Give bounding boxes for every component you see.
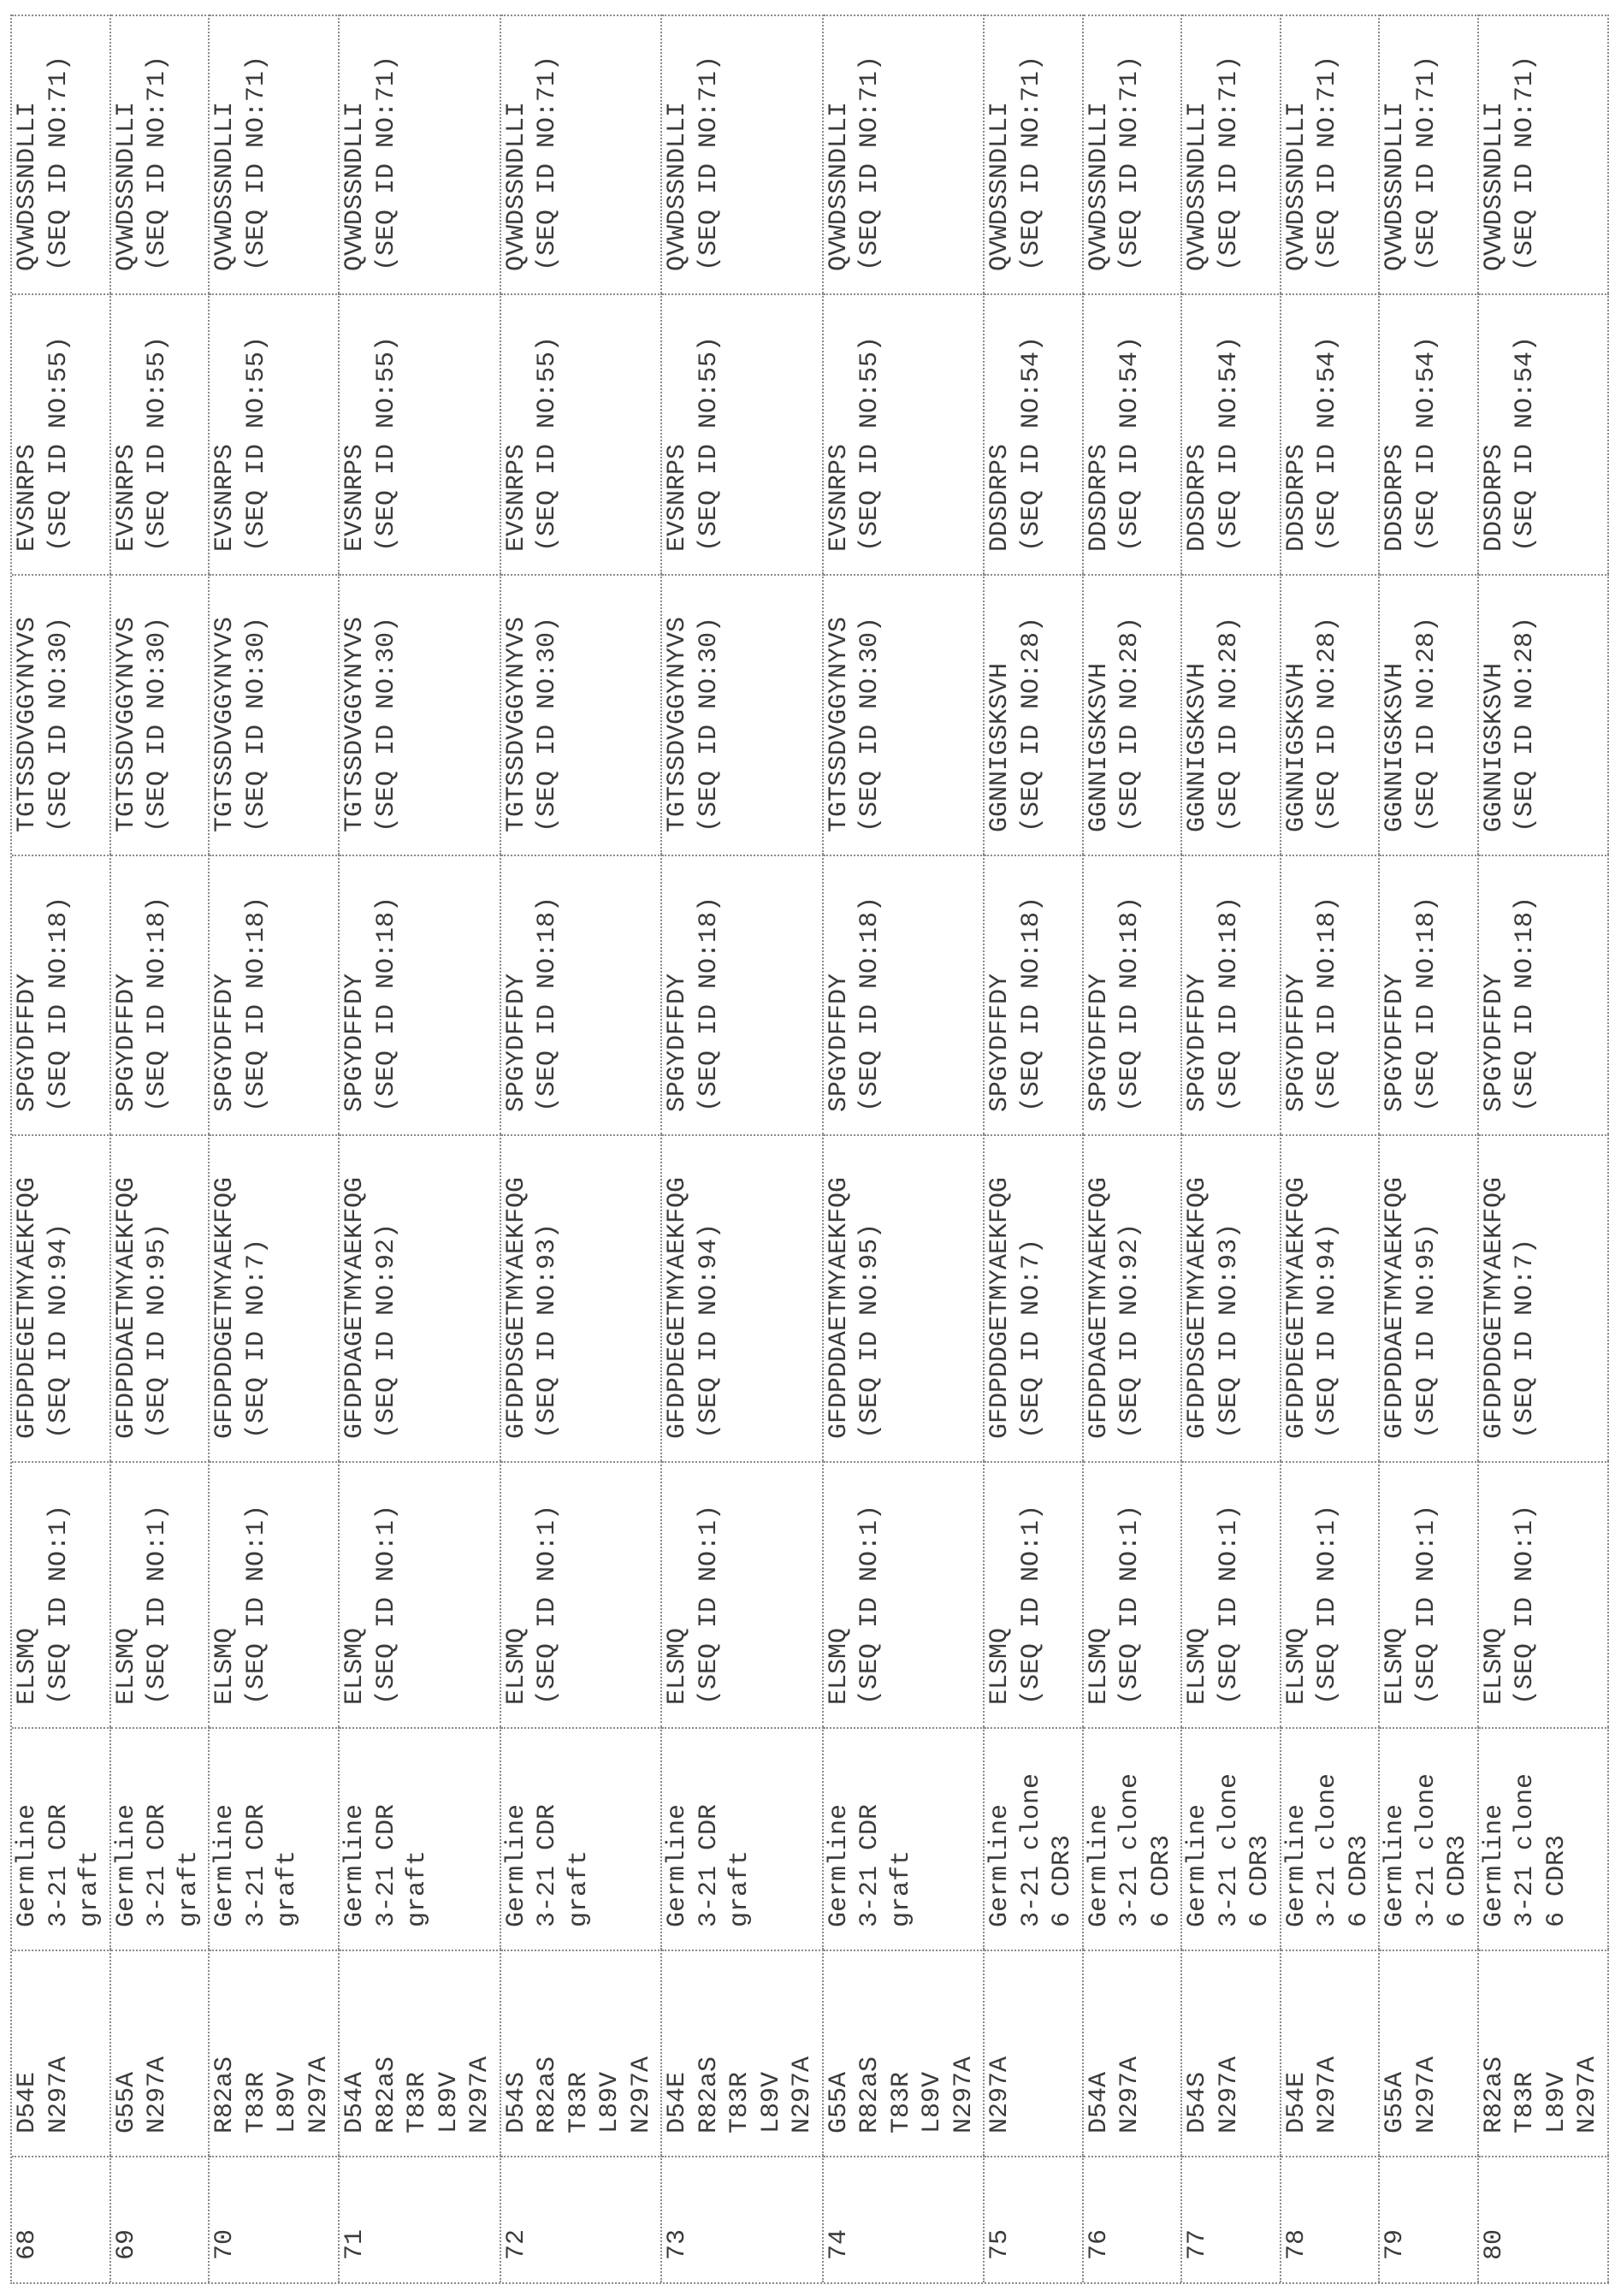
seq-id-text: (SEQ ID NO:54) bbox=[1411, 300, 1443, 552]
sequence-text: ELSMQ bbox=[1479, 1468, 1511, 1705]
seq-id-text: (SEQ ID NO:71) bbox=[142, 21, 174, 271]
seq-id-text: (SEQ ID NO:1) bbox=[142, 1468, 174, 1705]
lcdr1-cell bbox=[1281, 574, 1381, 855]
sequence-text: SPGYDFFDY bbox=[1281, 861, 1313, 1112]
mutations-cell: R82aS T83R L89V N297A bbox=[1479, 1950, 1609, 2156]
sequence-text: GFDPDDAETMYAEKFQG bbox=[1380, 1141, 1411, 1439]
seq-id-text: (SEQ ID NO:71) bbox=[1016, 21, 1048, 271]
fr-cell bbox=[1281, 1461, 1381, 1727]
sequence-text: QVWDSSNDLLI bbox=[1281, 21, 1313, 271]
fr-cell bbox=[501, 1461, 663, 1727]
seq-id-text: (SEQ ID NO:71) bbox=[1411, 21, 1443, 271]
sequence-text: SPGYDFFDY bbox=[340, 861, 371, 1112]
sequence-text: GFDPDAGETMYAEKFQG bbox=[1084, 1141, 1115, 1439]
seq-id-text: (SEQ ID NO:30) bbox=[44, 581, 75, 832]
rotated-page bbox=[0, 0, 1582, 2296]
hcdr3-cell bbox=[12, 855, 111, 1134]
sequence-text: SPGYDFFDY bbox=[985, 861, 1016, 1112]
lcdr3-cell bbox=[501, 15, 663, 293]
seq-id-text: (SEQ ID NO:7) bbox=[1016, 1141, 1048, 1439]
description-cell: Germline 3-21 clone 6 CDR3 bbox=[985, 1727, 1084, 1950]
seq-id-text: (SEQ ID NO:93) bbox=[532, 1141, 564, 1439]
hcdr3-cell bbox=[1380, 855, 1479, 1134]
lcdr3-cell bbox=[111, 15, 210, 293]
table-row bbox=[1281, 15, 1381, 2282]
seq-id-text: (SEQ ID NO:1) bbox=[1115, 1468, 1146, 1705]
seq-id-text: (SEQ ID NO:1) bbox=[1214, 1468, 1245, 1705]
fr-cell bbox=[1380, 1461, 1479, 1727]
seq-id-text: (SEQ ID NO:54) bbox=[1115, 300, 1146, 552]
sequence-text: GFDPDEGETMYAEKFQG bbox=[12, 1141, 44, 1439]
row-number-cell: 79 bbox=[1380, 2156, 1479, 2282]
hcdr2-cell bbox=[824, 1134, 985, 1461]
seq-id-text: (SEQ ID NO:1) bbox=[532, 1468, 564, 1705]
seq-id-text: (SEQ ID NO:55) bbox=[142, 300, 174, 552]
sequence-text: DDSDRPS bbox=[1380, 300, 1411, 552]
sequence-text: ELSMQ bbox=[210, 1468, 241, 1705]
sequence-text: TGTSSDVGGYNYVS bbox=[111, 581, 143, 832]
seq-id-text: (SEQ ID NO:18) bbox=[1510, 861, 1541, 1112]
fr-cell bbox=[1479, 1461, 1609, 1727]
seq-id-text: (SEQ ID NO:54) bbox=[1510, 300, 1541, 552]
seq-id-text: (SEQ ID NO:28) bbox=[1411, 581, 1443, 832]
sequence-text: EVSNRPS bbox=[340, 300, 371, 552]
row-number-cell: 77 bbox=[1182, 2156, 1281, 2282]
row-number-cell: 75 bbox=[985, 2156, 1084, 2282]
sequence-text: GGNNIGSKSVH bbox=[1182, 581, 1214, 832]
table-row bbox=[985, 15, 1084, 2282]
row-number-cell: 69 bbox=[111, 2156, 210, 2282]
hcdr2-cell bbox=[1182, 1134, 1281, 1461]
sequence-text: GFDPDSGETMYAEKFQG bbox=[1182, 1141, 1214, 1439]
fr-cell bbox=[662, 1461, 824, 1727]
sequence-text: QVWDSSNDLLI bbox=[985, 21, 1016, 271]
description-cell: Germline 3-21 clone 6 CDR3 bbox=[1380, 1727, 1479, 1950]
hcdr3-cell bbox=[824, 855, 985, 1134]
sequence-text: QVWDSSNDLLI bbox=[340, 21, 371, 271]
mutations-cell: D54S R82aS T83R L89V N297A bbox=[501, 1950, 663, 2156]
lcdr3-cell bbox=[662, 15, 824, 293]
seq-id-text: (SEQ ID NO:7) bbox=[241, 1141, 273, 1439]
hcdr3-cell bbox=[985, 855, 1084, 1134]
hcdr2-cell bbox=[340, 1134, 501, 1461]
row-number-cell: 73 bbox=[662, 2156, 824, 2282]
table-row bbox=[662, 15, 824, 2282]
sequence-text: GFDPDEGETMYAEKFQG bbox=[662, 1141, 694, 1439]
description-cell: Germline 3-21 CDR graft bbox=[340, 1727, 501, 1950]
row-number-cell: 74 bbox=[824, 2156, 985, 2282]
lcdr3-cell bbox=[1182, 15, 1281, 293]
lcdr2-cell bbox=[1182, 293, 1281, 574]
sequence-text: DDSDRPS bbox=[985, 300, 1016, 552]
mutations-cell: G55A N297A bbox=[111, 1950, 210, 2156]
seq-id-text: (SEQ ID NO:95) bbox=[1411, 1141, 1443, 1439]
sequence-text: ELSMQ bbox=[662, 1468, 694, 1705]
row-number-cell: 80 bbox=[1479, 2156, 1609, 2282]
hcdr3-cell bbox=[501, 855, 663, 1134]
sequence-text: GFDPDEGETMYAEKFQG bbox=[1281, 1141, 1313, 1439]
mutations-cell: D54E N297A bbox=[1281, 1950, 1381, 2156]
sequence-text: ELSMQ bbox=[1380, 1468, 1411, 1705]
lcdr2-cell bbox=[824, 293, 985, 574]
sequence-text: TGTSSDVGGYNYVS bbox=[210, 581, 241, 832]
lcdr3-cell bbox=[824, 15, 985, 293]
seq-id-text: (SEQ ID NO:93) bbox=[1214, 1141, 1245, 1439]
sequence-text: GGNNIGSKSVH bbox=[1380, 581, 1411, 832]
lcdr2-cell bbox=[111, 293, 210, 574]
lcdr1-cell bbox=[1182, 574, 1281, 855]
sequence-text: QVWDSSNDLLI bbox=[501, 21, 533, 271]
hcdr2-cell bbox=[1479, 1134, 1609, 1461]
lcdr3-cell bbox=[1479, 15, 1609, 293]
seq-id-text: (SEQ ID NO:55) bbox=[44, 300, 75, 552]
hcdr2-cell bbox=[210, 1134, 340, 1461]
description-cell: Germline 3-21 CDR graft bbox=[12, 1727, 111, 1950]
fr-cell bbox=[340, 1461, 501, 1727]
sequence-text: GFDPDDGETMYAEKFQG bbox=[1479, 1141, 1511, 1439]
sequence-text: SPGYDFFDY bbox=[1182, 861, 1214, 1112]
mutations-cell: D54E R82aS T83R L89V N297A bbox=[662, 1950, 824, 2156]
sequence-text: ELSMQ bbox=[1281, 1468, 1313, 1705]
table-row bbox=[824, 15, 985, 2282]
seq-id-text: (SEQ ID NO:18) bbox=[241, 861, 273, 1112]
description-cell: Germline 3-21 clone 6 CDR3 bbox=[1281, 1727, 1381, 1950]
lcdr2-cell bbox=[340, 293, 501, 574]
seq-id-text: (SEQ ID NO:71) bbox=[371, 21, 403, 271]
description-cell: Germline 3-21 CDR graft bbox=[501, 1727, 663, 1950]
lcdr1-cell bbox=[12, 574, 111, 855]
seq-id-text: (SEQ ID NO:18) bbox=[532, 861, 564, 1112]
seq-id-text: (SEQ ID NO:18) bbox=[694, 861, 725, 1112]
hcdr2-cell bbox=[501, 1134, 663, 1461]
sequence-text: TGTSSDVGGYNYVS bbox=[340, 581, 371, 832]
seq-id-text: (SEQ ID NO:18) bbox=[44, 861, 75, 1112]
seq-id-text: (SEQ ID NO:55) bbox=[694, 300, 725, 552]
hcdr3-cell bbox=[662, 855, 824, 1134]
row-number-cell: 70 bbox=[210, 2156, 340, 2282]
description-cell: Germline 3-21 clone 6 CDR3 bbox=[1084, 1727, 1183, 1950]
seq-id-text: (SEQ ID NO:94) bbox=[694, 1141, 725, 1439]
seq-id-text: (SEQ ID NO:94) bbox=[44, 1141, 75, 1439]
lcdr1-cell bbox=[111, 574, 210, 855]
sequence-text: ELSMQ bbox=[340, 1468, 371, 1705]
sequence-text: EVSNRPS bbox=[210, 300, 241, 552]
sequence-text: GFDPDSGETMYAEKFQG bbox=[501, 1141, 533, 1439]
seq-id-text: (SEQ ID NO:71) bbox=[855, 21, 886, 271]
seq-id-text: (SEQ ID NO:95) bbox=[142, 1141, 174, 1439]
seq-id-text: (SEQ ID NO:71) bbox=[1510, 21, 1541, 271]
sequence-text: SPGYDFFDY bbox=[501, 861, 533, 1112]
sequence-text: GFDPDDGETMYAEKFQG bbox=[985, 1141, 1016, 1439]
seq-id-text: (SEQ ID NO:1) bbox=[694, 1468, 725, 1705]
sequence-text: ELSMQ bbox=[824, 1468, 855, 1705]
sequence-text: SPGYDFFDY bbox=[12, 861, 44, 1112]
table-row bbox=[1084, 15, 1183, 2282]
fr-cell bbox=[111, 1461, 210, 1727]
seq-id-text: (SEQ ID NO:1) bbox=[855, 1468, 886, 1705]
sequence-text: SPGYDFFDY bbox=[111, 861, 143, 1112]
seq-id-text: (SEQ ID NO:30) bbox=[532, 581, 564, 832]
mutations-cell: D54S N297A bbox=[1182, 1950, 1281, 2156]
mutations-cell: N297A bbox=[985, 1950, 1084, 2156]
sequence-text: TGTSSDVGGYNYVS bbox=[501, 581, 533, 832]
lcdr3-cell bbox=[985, 15, 1084, 293]
seq-id-text: (SEQ ID NO:7) bbox=[1510, 1141, 1541, 1439]
lcdr2-cell bbox=[985, 293, 1084, 574]
sequence-text: ELSMQ bbox=[501, 1468, 533, 1705]
sequence-text: EVSNRPS bbox=[111, 300, 143, 552]
seq-id-text: (SEQ ID NO:18) bbox=[1115, 861, 1146, 1112]
sequence-text: GGNNIGSKSVH bbox=[1084, 581, 1115, 832]
description-cell: Germline 3-21 clone 6 CDR3 bbox=[1479, 1727, 1609, 1950]
sequence-text: QVWDSSNDLLI bbox=[1182, 21, 1214, 271]
mutations-cell: D54E N297A bbox=[12, 1950, 111, 2156]
description-cell: Germline 3-21 CDR graft bbox=[210, 1727, 340, 1950]
sequence-table bbox=[10, 15, 1609, 2284]
mutations-cell: D54A N297A bbox=[1084, 1950, 1183, 2156]
sequence-text: SPGYDFFDY bbox=[824, 861, 855, 1112]
sequence-text: QVWDSSNDLLI bbox=[824, 21, 855, 271]
seq-id-text: (SEQ ID NO:18) bbox=[142, 861, 174, 1112]
seq-id-text: (SEQ ID NO:92) bbox=[371, 1141, 403, 1439]
seq-id-text: (SEQ ID NO:18) bbox=[371, 861, 403, 1112]
lcdr2-cell bbox=[1084, 293, 1183, 574]
seq-id-text: (SEQ ID NO:54) bbox=[1214, 300, 1245, 552]
sequence-text: QVWDSSNDLLI bbox=[662, 21, 694, 271]
lcdr3-cell bbox=[12, 15, 111, 293]
table-row bbox=[111, 15, 210, 2282]
seq-id-text: (SEQ ID NO:28) bbox=[1115, 581, 1146, 832]
seq-id-text: (SEQ ID NO:71) bbox=[694, 21, 725, 271]
seq-id-text: (SEQ ID NO:1) bbox=[1016, 1468, 1048, 1705]
row-number-cell: 76 bbox=[1084, 2156, 1183, 2282]
seq-id-text: (SEQ ID NO:30) bbox=[142, 581, 174, 832]
row-number-cell: 72 bbox=[501, 2156, 663, 2282]
table-row bbox=[12, 15, 111, 2282]
seq-id-text: (SEQ ID NO:1) bbox=[1510, 1468, 1541, 1705]
lcdr1-cell bbox=[340, 574, 501, 855]
seq-id-text: (SEQ ID NO:30) bbox=[241, 581, 273, 832]
seq-id-text: (SEQ ID NO:18) bbox=[1214, 861, 1245, 1112]
lcdr3-cell bbox=[1380, 15, 1479, 293]
row-number-cell: 78 bbox=[1281, 2156, 1381, 2282]
hcdr3-cell bbox=[210, 855, 340, 1134]
fr-cell bbox=[12, 1461, 111, 1727]
table-row bbox=[501, 15, 663, 2282]
lcdr3-cell bbox=[210, 15, 340, 293]
sequence-text: TGTSSDVGGYNYVS bbox=[662, 581, 694, 832]
lcdr1-cell bbox=[1479, 574, 1609, 855]
seq-id-text: (SEQ ID NO:28) bbox=[1312, 581, 1344, 832]
seq-id-text: (SEQ ID NO:55) bbox=[855, 300, 886, 552]
hcdr3-cell bbox=[111, 855, 210, 1134]
sequence-text: EVSNRPS bbox=[824, 300, 855, 552]
description-cell: Germline 3-21 CDR graft bbox=[662, 1727, 824, 1950]
seq-id-text: (SEQ ID NO:18) bbox=[1016, 861, 1048, 1112]
lcdr1-cell bbox=[1084, 574, 1183, 855]
mutations-cell: D54A R82aS T83R L89V N297A bbox=[340, 1950, 501, 2156]
hcdr3-cell bbox=[1182, 855, 1281, 1134]
sequence-text: QVWDSSNDLLI bbox=[1084, 21, 1115, 271]
sequence-text: SPGYDFFDY bbox=[662, 861, 694, 1112]
fr-cell bbox=[1182, 1461, 1281, 1727]
sequence-text: GFDPDDAETMYAEKFQG bbox=[111, 1141, 143, 1439]
seq-id-text: (SEQ ID NO:28) bbox=[1214, 581, 1245, 832]
lcdr2-cell bbox=[1380, 293, 1479, 574]
sequence-text: QVWDSSNDLLI bbox=[12, 21, 44, 271]
hcdr2-cell bbox=[111, 1134, 210, 1461]
seq-id-text: (SEQ ID NO:55) bbox=[241, 300, 273, 552]
fr-cell bbox=[210, 1461, 340, 1727]
seq-id-text: (SEQ ID NO:55) bbox=[532, 300, 564, 552]
hcdr2-cell bbox=[985, 1134, 1084, 1461]
sequence-text: DDSDRPS bbox=[1182, 300, 1214, 552]
seq-id-text: (SEQ ID NO:71) bbox=[1312, 21, 1344, 271]
sequence-text: ELSMQ bbox=[985, 1468, 1016, 1705]
seq-id-text: (SEQ ID NO:1) bbox=[44, 1468, 75, 1705]
seq-id-text: (SEQ ID NO:18) bbox=[1411, 861, 1443, 1112]
seq-id-text: (SEQ ID NO:55) bbox=[371, 300, 403, 552]
mutations-cell: R82aS T83R L89V N297A bbox=[210, 1950, 340, 2156]
seq-id-text: (SEQ ID NO:1) bbox=[1312, 1468, 1344, 1705]
lcdr1-cell bbox=[985, 574, 1084, 855]
lcdr2-cell bbox=[662, 293, 824, 574]
sequence-text: QVWDSSNDLLI bbox=[1380, 21, 1411, 271]
hcdr3-cell bbox=[340, 855, 501, 1134]
seq-id-text: (SEQ ID NO:1) bbox=[371, 1468, 403, 1705]
sequence-text: QVWDSSNDLLI bbox=[210, 21, 241, 271]
table-row bbox=[210, 15, 340, 2282]
sequence-text: GFDPDAGETMYAEKFQG bbox=[340, 1141, 371, 1439]
hcdr2-cell bbox=[662, 1134, 824, 1461]
lcdr1-cell bbox=[662, 574, 824, 855]
seq-id-text: (SEQ ID NO:30) bbox=[694, 581, 725, 832]
hcdr2-cell bbox=[12, 1134, 111, 1461]
seq-id-text: (SEQ ID NO:30) bbox=[371, 581, 403, 832]
lcdr1-cell bbox=[210, 574, 340, 855]
table-row bbox=[1380, 15, 1479, 2282]
sequence-text: GFDPDDAETMYAEKFQG bbox=[824, 1141, 855, 1439]
lcdr2-cell bbox=[12, 293, 111, 574]
sequence-text: EVSNRPS bbox=[501, 300, 533, 552]
fr-cell bbox=[985, 1461, 1084, 1727]
seq-id-text: (SEQ ID NO:71) bbox=[44, 21, 75, 271]
hcdr3-cell bbox=[1084, 855, 1183, 1134]
row-number-cell: 68 bbox=[12, 2156, 111, 2282]
seq-id-text: (SEQ ID NO:54) bbox=[1016, 300, 1048, 552]
seq-id-text: (SEQ ID NO:71) bbox=[532, 21, 564, 271]
description-cell: Germline 3-21 CDR graft bbox=[111, 1727, 210, 1950]
row-number-cell: 71 bbox=[340, 2156, 501, 2282]
lcdr1-cell bbox=[501, 574, 663, 855]
sequence-text: QVWDSSNDLLI bbox=[111, 21, 143, 271]
fr-cell bbox=[1084, 1461, 1183, 1727]
lcdr3-cell bbox=[1281, 15, 1381, 293]
sequence-text: SPGYDFFDY bbox=[1479, 861, 1511, 1112]
sequence-text: DDSDRPS bbox=[1281, 300, 1313, 552]
seq-id-text: (SEQ ID NO:71) bbox=[1214, 21, 1245, 271]
sequence-text: GGNNIGSKSVH bbox=[1479, 581, 1511, 832]
lcdr2-cell bbox=[1479, 293, 1609, 574]
sequence-text: SPGYDFFDY bbox=[1084, 861, 1115, 1112]
hcdr2-cell bbox=[1281, 1134, 1381, 1461]
lcdr2-cell bbox=[501, 293, 663, 574]
hcdr3-cell bbox=[1281, 855, 1381, 1134]
sequence-text: ELSMQ bbox=[111, 1468, 143, 1705]
description-cell: Germline 3-21 clone 6 CDR3 bbox=[1182, 1727, 1281, 1950]
sequence-text: GGNNIGSKSVH bbox=[985, 581, 1016, 832]
mutations-cell: G55A R82aS T83R L89V N297A bbox=[824, 1950, 985, 2156]
sequence-text: QVWDSSNDLLI bbox=[1479, 21, 1511, 271]
sequence-text: ELSMQ bbox=[1084, 1468, 1115, 1705]
table-row bbox=[1479, 15, 1609, 2282]
lcdr3-cell bbox=[340, 15, 501, 293]
seq-id-text: (SEQ ID NO:18) bbox=[1312, 861, 1344, 1112]
seq-id-text: (SEQ ID NO:95) bbox=[855, 1141, 886, 1439]
sequence-text: ELSMQ bbox=[12, 1468, 44, 1705]
seq-id-text: (SEQ ID NO:94) bbox=[1312, 1141, 1344, 1439]
seq-id-text: (SEQ ID NO:28) bbox=[1016, 581, 1048, 832]
seq-id-text: (SEQ ID NO:30) bbox=[855, 581, 886, 832]
seq-id-text: (SEQ ID NO:71) bbox=[1115, 21, 1146, 271]
fr-cell bbox=[824, 1461, 985, 1727]
table-row bbox=[1182, 15, 1281, 2282]
lcdr2-cell bbox=[210, 293, 340, 574]
sequence-text: SPGYDFFDY bbox=[210, 861, 241, 1112]
sequence-text: DDSDRPS bbox=[1084, 300, 1115, 552]
sequence-text: EVSNRPS bbox=[662, 300, 694, 552]
lcdr3-cell bbox=[1084, 15, 1183, 293]
hcdr3-cell bbox=[1479, 855, 1609, 1134]
sequence-text: EVSNRPS bbox=[12, 300, 44, 552]
sequence-text: TGTSSDVGGYNYVS bbox=[824, 581, 855, 832]
description-cell: Germline 3-21 CDR graft bbox=[824, 1727, 985, 1950]
sequence-text: DDSDRPS bbox=[1479, 300, 1511, 552]
lcdr2-cell bbox=[1281, 293, 1381, 574]
sequence-text: GFDPDDGETMYAEKFQG bbox=[210, 1141, 241, 1439]
sequence-text: TGTSSDVGGYNYVS bbox=[12, 581, 44, 832]
mutations-cell: G55A N297A bbox=[1380, 1950, 1479, 2156]
seq-id-text: (SEQ ID NO:28) bbox=[1510, 581, 1541, 832]
lcdr1-cell bbox=[1380, 574, 1479, 855]
hcdr2-cell bbox=[1380, 1134, 1479, 1461]
sequence-text: SPGYDFFDY bbox=[1380, 861, 1411, 1112]
seq-id-text: (SEQ ID NO:92) bbox=[1115, 1141, 1146, 1439]
seq-id-text: (SEQ ID NO:18) bbox=[855, 861, 886, 1112]
lcdr1-cell bbox=[824, 574, 985, 855]
table-row bbox=[340, 15, 501, 2282]
seq-id-text: (SEQ ID NO:1) bbox=[241, 1468, 273, 1705]
hcdr2-cell bbox=[1084, 1134, 1183, 1461]
sequence-text: ELSMQ bbox=[1182, 1468, 1214, 1705]
sequence-text: GGNNIGSKSVH bbox=[1281, 581, 1313, 832]
seq-id-text: (SEQ ID NO:1) bbox=[1411, 1468, 1443, 1705]
seq-id-text: (SEQ ID NO:71) bbox=[241, 21, 273, 271]
seq-id-text: (SEQ ID NO:54) bbox=[1312, 300, 1344, 552]
